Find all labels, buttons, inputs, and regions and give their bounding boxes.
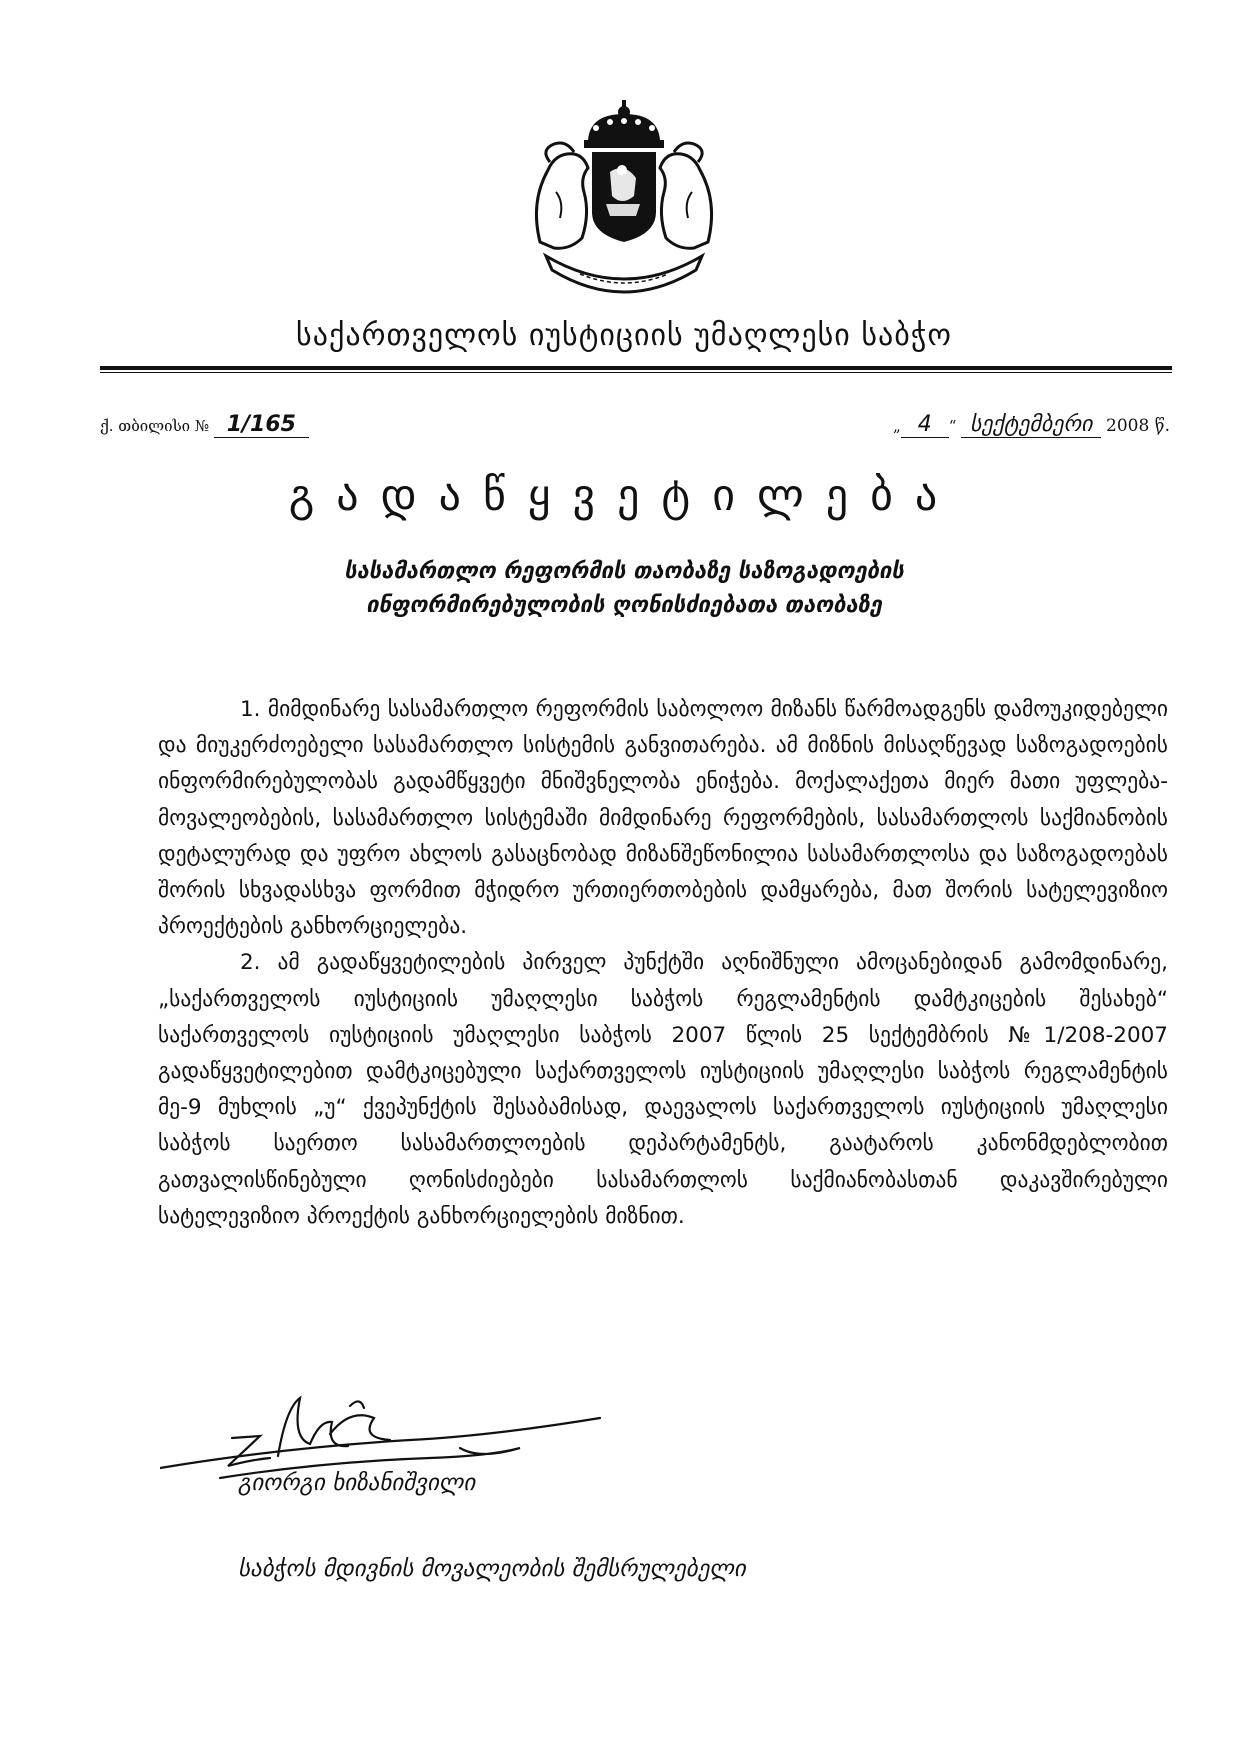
header-rule-thin xyxy=(100,372,1172,373)
date-day: 4 xyxy=(901,412,949,438)
document-subtitle xyxy=(0,555,1248,623)
paragraph-2: 2. ამ გადაწყვეტილების პირველ პუნქტში აღნიშნული ამოცანებიდან გამომდინარე, „საქართველოს იუსტიციის უმაღლესი საბჭოს რეგლამენტის დამტკიცების შესახებ“ საქართველოს იუსტიციის უმაღლესი საბჭოს 2007 წლის 25 სექტემბრის №1/208-2007 გადაწყვეტილებით დამტკიცებული საქართველოს იუსტიციის უმაღლესი საბჭოს რეგლამენტის მე-9 მუხლის „უ“ ქვეპუნქტის შესაბამისად, დაევალოს საქართველოს იუსტიციის უმაღლესი საბჭოს საერთო სასამართლოების დეპარტამენტს, გაატაროს კანონმდებლობით გათვალისწინებული ღონისძიებები სასამართლოს საქმიანობასთან დაკავშირებული სატელევიზიო პროექტის განხორციელების მიზნით. xyxy=(158,950,1168,1229)
document-title: გადაწყვეტილება xyxy=(288,470,960,521)
document-body xyxy=(158,692,1168,1235)
paragraph-1: 1. მიმდინარე სასამართლო რეფორმის საბოლოო მიზანს წარმოადგენს დამოუკიდებელი და მიუკერძოებელი სასამართლო სისტემის განვითარება. ამ მიზნის მისაღწევად საზოგადოების ინფორმირებულობას გადამწყვეტი მნიშვნელობა ენიჭება. მოქალაქეთა მიერ მათი უფლება-მოვალეობების, სასამართლო სისტემაში მიმდინარე რეფორმების, სასამართლოს საქმიანობის დეტალურად და უფრო ახლოს გასაცნობად მიზანშეწონილია სასამართლოსა და საზოგადოებას შორის სხვადასხვა ფორმით მჭიდრო ურთიერთობების დამყარება, მათ შორის სატელევიზიო პროექტების განხორციელება. xyxy=(158,697,1168,940)
georgia-coat-of-arms-icon xyxy=(510,92,738,300)
city-label: ქ. თბილისი № xyxy=(100,417,210,435)
organization-name: საქართველოს იუსტიციის უმაღლესი საბჭო xyxy=(296,318,952,353)
reference-number xyxy=(100,412,309,438)
decision-number: 1/165 xyxy=(214,412,309,438)
subtitle-line-1: სასამართლო რეფორმის თაობაზე საზოგადოების xyxy=(344,559,904,584)
signer-name: გიორგი ხიზანიშვილი xyxy=(238,1470,476,1496)
document-date: „ 4 “ სექტემბერი 2008 წ. xyxy=(893,412,1170,437)
header-rule-thick xyxy=(100,366,1172,370)
subtitle-line-2: ინფორმირებულობის ღონისძიებათა თაობაზე xyxy=(366,593,882,618)
date-year: 2008 წ. xyxy=(1106,416,1170,436)
signer-position: საბჭოს მდივნის მოვალეობის შემსრულებელი xyxy=(238,1556,746,1582)
date-month: სექტემბერი xyxy=(961,412,1101,438)
